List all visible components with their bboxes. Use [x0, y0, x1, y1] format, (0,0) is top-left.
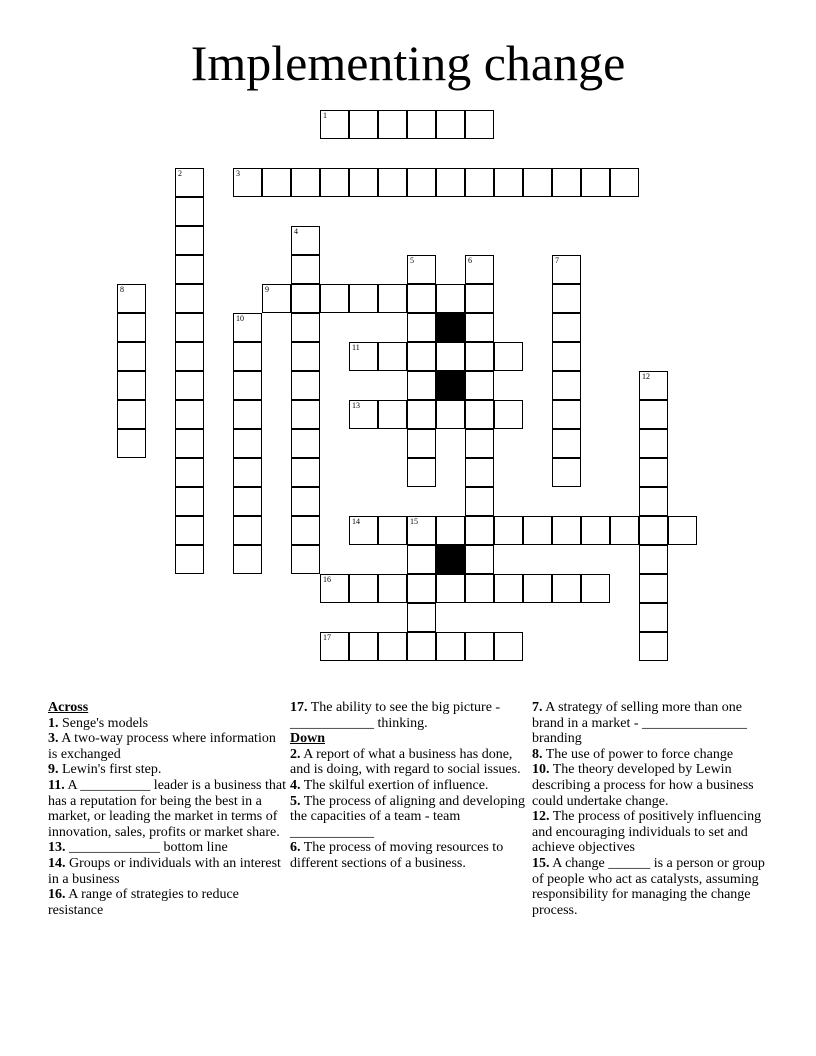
clue-item-number: 1.	[48, 715, 59, 731]
grid-cell[interactable]	[117, 429, 146, 458]
grid-cell[interactable]	[291, 342, 320, 371]
grid-cell[interactable]	[465, 255, 494, 284]
grid-cell[interactable]	[436, 400, 465, 429]
grid-cell[interactable]	[233, 313, 262, 342]
clue-item	[532, 762, 770, 809]
grid-cell[interactable]	[407, 574, 436, 603]
grid-cell[interactable]	[291, 429, 320, 458]
clue-item-text: The process of moving resources to different sections of a business.	[290, 840, 504, 871]
clue-item	[48, 778, 286, 840]
grid-cell[interactable]	[639, 487, 668, 516]
grid-cell[interactable]	[407, 603, 436, 632]
clue-number: 1	[323, 111, 327, 120]
grid-cell[interactable]	[552, 458, 581, 487]
clue-item	[532, 700, 770, 747]
clue-number: 17	[323, 633, 331, 642]
clue-item-text: _____________ bottom line	[65, 840, 228, 856]
clue-item-number: 15.	[532, 855, 550, 871]
clue-number: 4	[294, 227, 298, 236]
grid-cell[interactable]	[378, 168, 407, 197]
clue-item-number: 11.	[48, 777, 65, 793]
clue-item-number: 16.	[48, 887, 66, 903]
grid-cell[interactable]	[494, 400, 523, 429]
clue-item-number: 9.	[48, 762, 59, 778]
grid-cell[interactable]	[552, 400, 581, 429]
clues-column-1	[48, 700, 286, 918]
clue-item	[48, 856, 286, 887]
clue-item-number: 7.	[532, 700, 543, 715]
grid-cell[interactable]	[407, 255, 436, 284]
grid-cell[interactable]	[465, 400, 494, 429]
grid-cell[interactable]	[175, 458, 204, 487]
clue-item-number: 13.	[48, 840, 66, 856]
clues-heading: Down	[290, 731, 326, 747]
clue-item	[48, 840, 286, 856]
clue-item-text: A strategy of selling more than one brand in a market - _______________ branding	[532, 700, 748, 747]
clue-item-text: A range of strategies to reduce resistance	[48, 887, 239, 918]
grid-cell[interactable]	[407, 400, 436, 429]
grid-cell[interactable]	[378, 574, 407, 603]
grid-cell[interactable]	[291, 255, 320, 284]
grid-cell[interactable]	[436, 284, 465, 313]
grid-cell-black	[436, 313, 465, 342]
grid-cell[interactable]	[349, 632, 378, 661]
grid-cell[interactable]	[320, 574, 349, 603]
clue-number: 14	[352, 517, 360, 526]
grid-cell[interactable]	[291, 458, 320, 487]
grid-cell[interactable]	[291, 516, 320, 545]
grid-cell[interactable]	[262, 284, 291, 313]
clue-item-text: The theory developed by Lewin describing a process for how a business could undertake change.	[532, 762, 754, 809]
clue-item	[532, 809, 770, 856]
clue-item-number: 12.	[532, 809, 550, 825]
grid-cell[interactable]	[552, 574, 581, 603]
grid-cell[interactable]	[639, 603, 668, 632]
clue-item	[290, 747, 528, 778]
clue-item-text: The skilful exertion of influence.	[300, 777, 489, 793]
grid-cell[interactable]	[407, 168, 436, 197]
grid-cell[interactable]	[465, 429, 494, 458]
grid-cell[interactable]	[175, 255, 204, 284]
grid-cell[interactable]	[552, 313, 581, 342]
clue-number: 15	[410, 517, 418, 526]
grid-cell[interactable]	[175, 226, 204, 255]
grid-cell[interactable]	[494, 574, 523, 603]
grid-cell[interactable]	[349, 168, 378, 197]
grid-cell[interactable]	[349, 284, 378, 313]
grid-cell[interactable]	[436, 632, 465, 661]
clue-number: 10	[236, 314, 244, 323]
grid-cell[interactable]	[175, 313, 204, 342]
clue-number: 2	[178, 169, 182, 178]
grid-cell[interactable]	[175, 197, 204, 226]
grid-cell[interactable]	[465, 371, 494, 400]
grid-cell[interactable]	[465, 545, 494, 574]
grid-cell-black	[436, 545, 465, 574]
grid-cell[interactable]	[465, 342, 494, 371]
clue-item	[48, 731, 286, 762]
grid-cell[interactable]	[378, 400, 407, 429]
grid-cell[interactable]	[523, 516, 552, 545]
grid-cell[interactable]	[378, 342, 407, 371]
clue-number: 8	[120, 285, 124, 294]
grid-cell[interactable]	[639, 574, 668, 603]
grid-cell[interactable]	[349, 342, 378, 371]
clue-item-text: A report of what a business has done, and is doing, with regard to social issues.	[290, 746, 521, 778]
clue-item-text: A two-way process where information is exchanged	[48, 731, 276, 762]
grid-cell[interactable]	[407, 342, 436, 371]
clue-item-number: 5.	[290, 793, 301, 809]
grid-cell[interactable]	[233, 342, 262, 371]
grid-cell[interactable]	[465, 516, 494, 545]
grid-cell[interactable]	[320, 284, 349, 313]
grid-cell[interactable]	[291, 313, 320, 342]
grid-cell[interactable]	[117, 313, 146, 342]
clue-item	[290, 840, 528, 871]
clue-item	[48, 887, 286, 918]
grid-cell[interactable]	[494, 168, 523, 197]
grid-cell[interactable]	[465, 487, 494, 516]
clue-number: 11	[352, 343, 360, 352]
grid-cell[interactable]	[552, 284, 581, 313]
grid-cell[interactable]	[175, 371, 204, 400]
grid-cell[interactable]	[407, 371, 436, 400]
grid-cell[interactable]	[233, 400, 262, 429]
clue-item-text: The process of positively influencing and encouraging individuals to set and achieve objectives	[532, 809, 762, 856]
clue-number: 13	[352, 401, 360, 410]
grid-cell[interactable]	[175, 400, 204, 429]
clue-item-text: The ability to see the big picture - ____________ thinking.	[290, 700, 501, 731]
grid-cell[interactable]	[175, 545, 204, 574]
clue-item	[290, 778, 528, 794]
grid-cell[interactable]	[291, 400, 320, 429]
grid-cell[interactable]	[117, 371, 146, 400]
grid-cell[interactable]	[581, 168, 610, 197]
grid-cell[interactable]	[407, 632, 436, 661]
clues-heading: Across	[48, 700, 89, 715]
grid-cell[interactable]	[378, 284, 407, 313]
grid-cell[interactable]	[175, 516, 204, 545]
clue-item	[48, 716, 286, 732]
clue-item-number: 14.	[48, 855, 66, 871]
grid-cell[interactable]	[407, 429, 436, 458]
grid-cell[interactable]	[233, 458, 262, 487]
grid-cell[interactable]	[378, 632, 407, 661]
grid-cell[interactable]	[465, 168, 494, 197]
grid-cell[interactable]	[117, 284, 146, 313]
grid-cell[interactable]	[349, 110, 378, 139]
grid-cell[interactable]	[378, 516, 407, 545]
grid-cell[interactable]	[291, 487, 320, 516]
clue-item-number: 2.	[290, 746, 301, 762]
clue-item-number: 6.	[290, 840, 301, 856]
clue-number: 5	[410, 256, 414, 265]
grid-cell[interactable]	[407, 284, 436, 313]
grid-cell[interactable]	[291, 226, 320, 255]
grid-cell[interactable]	[465, 313, 494, 342]
clue-item-text: A __________ leader is a business that has a reputation for being the best in a market, or leading the market in terms of innovation, sales, profits or market share.	[48, 777, 286, 840]
grid-cell[interactable]	[639, 371, 668, 400]
clue-item-number: 8.	[532, 746, 543, 762]
grid-cell[interactable]	[233, 545, 262, 574]
clue-number: 12	[642, 372, 650, 381]
clue-item-text: Senge's models	[58, 715, 149, 731]
grid-cell[interactable]	[233, 516, 262, 545]
grid-cell[interactable]	[465, 632, 494, 661]
clue-item-text: A change ______ is a person or group of people who act as catalysts, assuming responsibility for managing the change process.	[532, 855, 765, 918]
grid-cell[interactable]	[320, 168, 349, 197]
grid-cell[interactable]	[407, 516, 436, 545]
grid-cell[interactable]	[639, 400, 668, 429]
grid-cell[interactable]	[552, 516, 581, 545]
clue-number: 9	[265, 285, 269, 294]
clue-item-text: Groups or individuals with an interest in a business	[48, 855, 281, 887]
grid-cell[interactable]	[175, 284, 204, 313]
clue-item	[532, 856, 770, 918]
grid-cell[interactable]	[639, 458, 668, 487]
page-title: Implementing change	[190, 35, 626, 91]
grid-cell[interactable]	[349, 516, 378, 545]
clue-number: 16	[323, 575, 331, 584]
grid-cell[interactable]	[610, 516, 639, 545]
grid-cell[interactable]	[581, 574, 610, 603]
clue-item-text: The process of aligning and developing the capacities of a team - team ____________	[290, 793, 525, 840]
grid-cell[interactable]	[465, 284, 494, 313]
grid-cell[interactable]	[639, 545, 668, 574]
grid-cell[interactable]	[291, 168, 320, 197]
grid-cell[interactable]	[552, 255, 581, 284]
grid-cell[interactable]	[523, 574, 552, 603]
grid-cell[interactable]	[175, 429, 204, 458]
clue-item	[290, 700, 528, 731]
grid-cell[interactable]	[436, 342, 465, 371]
grid-cell[interactable]	[465, 574, 494, 603]
grid-cell[interactable]	[320, 110, 349, 139]
grid-cell[interactable]	[320, 632, 349, 661]
grid-cell[interactable]	[552, 342, 581, 371]
clue-item	[48, 762, 286, 778]
clue-number: 6	[468, 256, 472, 265]
clue-item-number: 3.	[48, 731, 59, 747]
grid-cell[interactable]	[291, 284, 320, 313]
clue-item-text: The use of power to force change	[542, 746, 734, 762]
clue-item-number: 4.	[290, 777, 301, 793]
grid-cell[interactable]	[233, 371, 262, 400]
grid-cell[interactable]	[407, 545, 436, 574]
grid-cell[interactable]	[552, 429, 581, 458]
grid-cell[interactable]	[639, 516, 668, 545]
grid-cell[interactable]	[552, 168, 581, 197]
clue-item	[532, 747, 770, 763]
grid-cell[interactable]	[262, 168, 291, 197]
grid-cell[interactable]	[117, 342, 146, 371]
grid-cell[interactable]	[291, 545, 320, 574]
grid-cell[interactable]	[233, 487, 262, 516]
grid-cell[interactable]	[552, 371, 581, 400]
grid-cell[interactable]	[639, 632, 668, 661]
clue-item-number: 17.	[290, 700, 308, 715]
grid-cell[interactable]	[523, 168, 552, 197]
grid-cell[interactable]	[436, 574, 465, 603]
grid-cell[interactable]	[581, 516, 610, 545]
grid-cell[interactable]	[407, 313, 436, 342]
grid-cell[interactable]	[494, 342, 523, 371]
grid-cell[interactable]	[494, 632, 523, 661]
grid-cell[interactable]	[610, 168, 639, 197]
clue-item	[290, 794, 528, 841]
clues-column-2	[290, 700, 528, 872]
grid-cell-black	[436, 371, 465, 400]
grid-cell[interactable]	[639, 429, 668, 458]
clues-column-3	[532, 700, 770, 918]
grid-cell[interactable]	[175, 487, 204, 516]
clue-item-number: 10.	[532, 762, 550, 778]
grid-cell[interactable]	[436, 516, 465, 545]
grid-cell[interactable]	[175, 342, 204, 371]
grid-cell[interactable]	[233, 429, 262, 458]
grid-cell[interactable]	[494, 516, 523, 545]
grid-cell[interactable]	[436, 168, 465, 197]
grid-cell[interactable]	[349, 400, 378, 429]
clue-number: 7	[555, 256, 559, 265]
grid-cell[interactable]	[465, 110, 494, 139]
grid-cell[interactable]	[349, 574, 378, 603]
grid-cell[interactable]	[378, 110, 407, 139]
grid-cell[interactable]	[291, 371, 320, 400]
grid-cell[interactable]	[436, 110, 465, 139]
grid-cell[interactable]	[668, 516, 697, 545]
grid-cell[interactable]	[175, 168, 204, 197]
grid-cell[interactable]	[117, 400, 146, 429]
grid-cell[interactable]	[407, 458, 436, 487]
grid-cell[interactable]	[233, 168, 262, 197]
grid-cell[interactable]	[407, 110, 436, 139]
clue-number: 3	[236, 169, 240, 178]
grid-cell[interactable]	[465, 458, 494, 487]
clue-item-text: Lewin's first step.	[58, 762, 162, 778]
